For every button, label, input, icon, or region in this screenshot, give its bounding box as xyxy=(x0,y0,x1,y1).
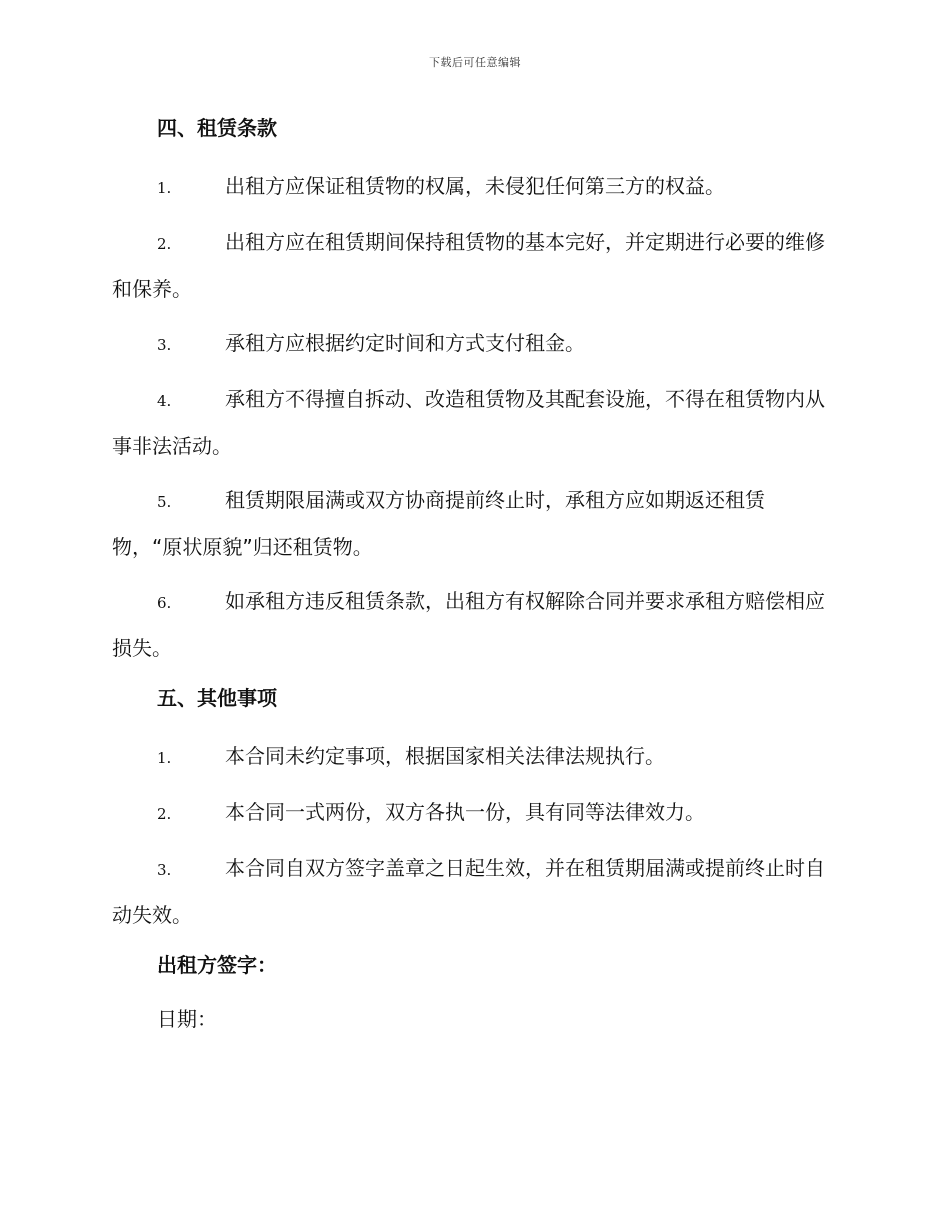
clause-number: 5. xyxy=(157,493,172,511)
clause-text: 本合同一式两份，双方各执一份，具有同等法律效力。 xyxy=(225,800,705,824)
section-title-other-matters: 五、其他事项 xyxy=(157,686,277,710)
lessor-signature-label: 出租方签字： xyxy=(157,953,277,977)
clause-item xyxy=(112,164,834,211)
clause-item xyxy=(112,478,834,570)
clause-number: 1. xyxy=(157,179,172,197)
clause-text: 出租方应在租赁期间保持租赁物的基本完好，并定期进行必要的维修和保养。 xyxy=(112,230,825,301)
date-label: 日期： xyxy=(157,1007,217,1031)
clause-number: 3. xyxy=(157,861,172,879)
clause-text: 出租方应保证租赁物的权属，未侵犯任何第三方的权益。 xyxy=(225,174,725,198)
clause-item xyxy=(112,734,834,781)
clause-number: 6. xyxy=(157,594,172,612)
clause-number: 2. xyxy=(157,805,172,823)
clause-number: 3. xyxy=(157,336,172,354)
clause-number: 1. xyxy=(157,749,172,767)
section-title-lease-terms: 四、租赁条款 xyxy=(157,116,277,140)
clause-item xyxy=(112,220,834,312)
clause-number: 2. xyxy=(157,235,172,253)
clause-text: 承租方应根据约定时间和方式支付租金。 xyxy=(225,331,585,355)
clause-item xyxy=(112,321,834,368)
clause-number: 4. xyxy=(157,392,172,410)
clause-text: 本合同未约定事项，根据国家相关法律法规执行。 xyxy=(225,744,665,768)
clause-text: 租赁期限届满或双方协商提前终止时，承租方应如期返还租赁物，“原状原貌”归还租赁物。 xyxy=(112,488,765,559)
header-note: 下载后可任意编辑 xyxy=(429,56,521,69)
clause-item xyxy=(112,846,834,938)
clause-text: 本合同自双方签字盖章之日起生效，并在租赁期届满或提前终止时自动失效。 xyxy=(112,856,825,927)
clause-text: 如承租方违反租赁条款，出租方有权解除合同并要求承租方赔偿相应损失。 xyxy=(112,589,825,660)
clause-text: 承租方不得擅自拆动、改造租赁物及其配套设施，不得在租赁物内从事非法活动。 xyxy=(112,387,825,458)
clause-item xyxy=(112,790,834,837)
clause-item xyxy=(112,377,834,469)
clause-item xyxy=(112,579,834,671)
document-body xyxy=(112,110,834,1055)
